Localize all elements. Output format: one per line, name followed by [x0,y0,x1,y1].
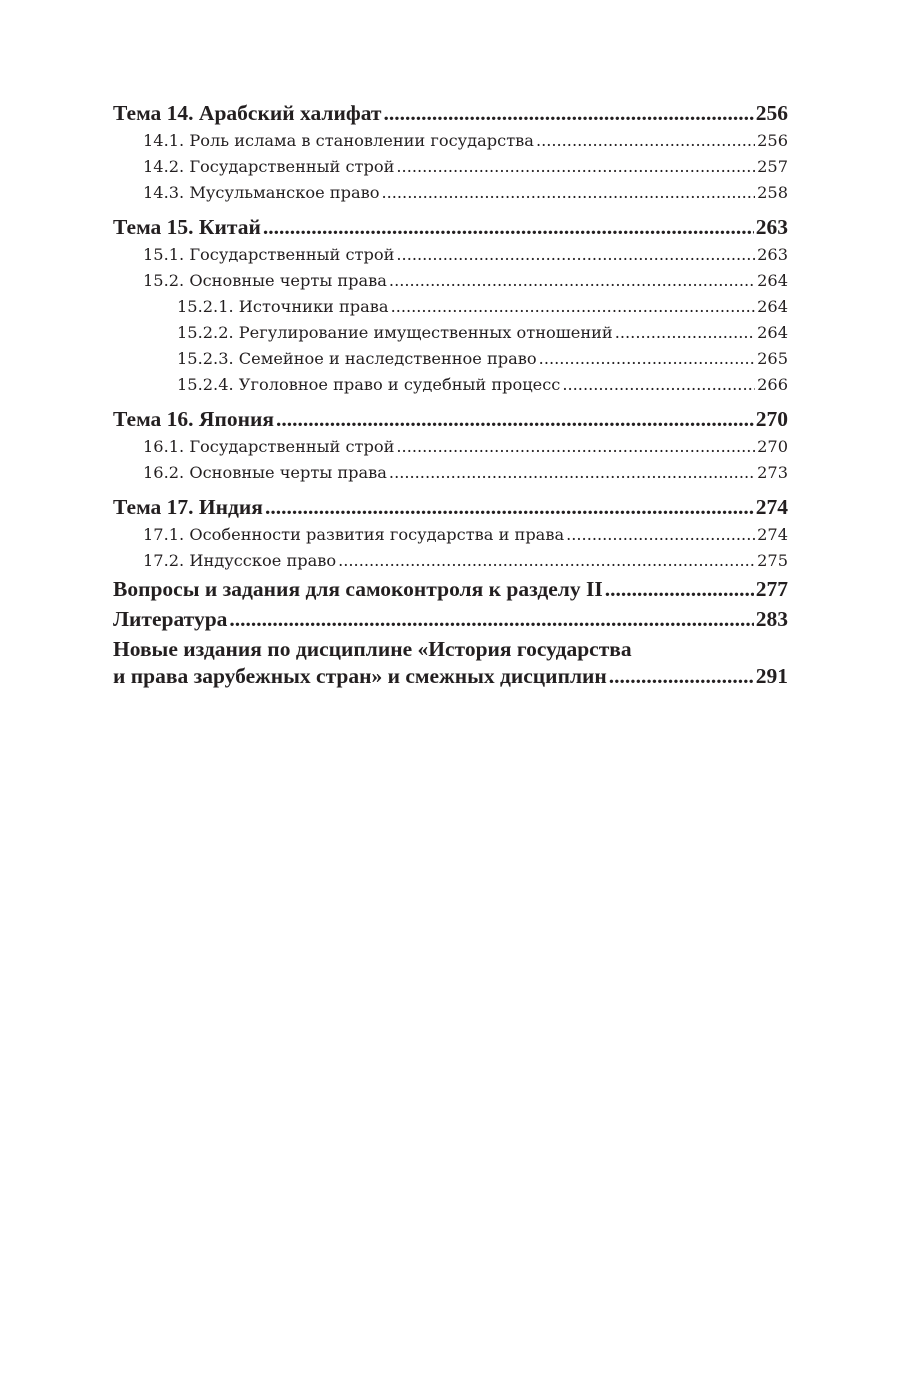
dot-leader [389,460,755,486]
toc-topic-title: Тема 15. Китай [113,215,261,239]
toc-section-14-2[interactable] [113,154,788,180]
toc-section-title: 17.2. Индусское право [143,551,337,570]
toc-section-15-1[interactable] [113,242,788,268]
dot-leader [263,212,754,242]
toc-subsection-15-2-4[interactable] [113,372,788,398]
toc-subsection-15-2-3[interactable] [113,346,788,372]
toc-page-number: 256 [755,101,788,125]
toc-subsection-title: 15.2.4. Уголовное право и судебный процесс [177,375,561,394]
toc-page-number: 257 [757,157,788,176]
toc-page-number: 263 [757,245,788,264]
toc-section-title: 14.1. Роль ислама в становлении государства [143,131,534,150]
toc-section-title: 16.2. Основные черты права [143,463,387,482]
toc-topic-title: Литература [113,607,228,631]
toc-page-number: 270 [757,437,788,456]
toc-page-number: 275 [757,551,788,570]
toc-page-number: 270 [755,407,788,431]
dot-leader [396,242,755,268]
dot-leader [229,604,753,634]
dot-leader [562,372,755,398]
toc-section-16-1[interactable] [113,434,788,460]
dot-leader [615,320,755,346]
toc-topic-16[interactable] [113,404,788,434]
toc-page-number: 283 [755,607,788,631]
toc-subsection-title: 15.2.1. Источники права [177,297,389,316]
toc-page-number: 291 [755,664,788,688]
toc-section-14-1[interactable] [113,128,788,154]
dot-leader [381,180,755,206]
toc-page-number: 258 [757,183,788,202]
dot-leader [609,663,754,690]
toc-section-14-3[interactable] [113,180,788,206]
dot-leader [276,404,754,434]
dot-leader [536,128,755,154]
toc-topic-17[interactable] [113,492,788,522]
toc-section-title: 17.1. Особенности развития государства и права [143,525,565,544]
toc-page-number: 263 [755,215,788,239]
toc-section-title: 15.1. Государственный строй [143,245,395,264]
toc-page-number: 277 [755,577,788,601]
toc-topic-title: Тема 14. Арабский халифат [113,101,382,125]
toc-subsection-15-2-2[interactable] [113,320,788,346]
toc-section-title: 16.1. Государственный строй [143,437,395,456]
toc-literature[interactable] [113,604,788,634]
toc-section-16-2[interactable] [113,460,788,486]
toc-page-number: 266 [757,375,788,394]
toc-page-number: 264 [757,297,788,316]
dot-leader [396,434,755,460]
toc-page-number: 256 [757,131,788,150]
toc-section-title: 15.2. Основные черты права [143,271,387,290]
dot-leader [396,154,755,180]
dot-leader [539,346,755,372]
toc-page-number: 273 [757,463,788,482]
dot-leader [391,294,756,320]
dot-leader [389,268,755,294]
toc-section-title: 14.3. Мусульманское право [143,183,380,202]
toc-topic-title: Вопросы и задания для самоконтроля к разделу II [113,577,603,601]
toc-page-number: 274 [757,525,788,544]
dot-leader [338,548,755,574]
table-of-contents [113,98,788,690]
toc-topic-title-line2: и права зарубежных стран» и смежных дисциплин [113,664,607,688]
toc-new-editions-line2 [113,663,788,690]
toc-page-number: 264 [757,271,788,290]
toc-topic-title: Тема 17. Индия [113,495,263,519]
toc-page-number: 274 [755,495,788,519]
dot-leader [566,522,755,548]
dot-leader [265,492,754,522]
toc-page-number: 265 [757,349,788,368]
toc-topic-14[interactable] [113,98,788,128]
toc-subsection-15-2-1[interactable] [113,294,788,320]
toc-topic-title-line1: Новые издания по дисциплине «История государства [113,637,632,661]
toc-section-17-1[interactable] [113,522,788,548]
toc-topic-15[interactable] [113,212,788,242]
toc-topic-title: Тема 16. Япония [113,407,275,431]
toc-subsection-title: 15.2.3. Семейное и наследственное право [177,349,537,368]
toc-questions[interactable] [113,574,788,604]
dot-leader [605,574,754,604]
toc-section-title: 14.2. Государственный строй [143,157,395,176]
toc-new-editions[interactable] [113,636,788,690]
toc-page-number: 264 [757,323,788,342]
toc-section-17-2[interactable] [113,548,788,574]
dot-leader [384,98,754,128]
toc-subsection-title: 15.2.2. Регулирование имущественных отношений [177,323,613,342]
toc-section-15-2[interactable] [113,268,788,294]
